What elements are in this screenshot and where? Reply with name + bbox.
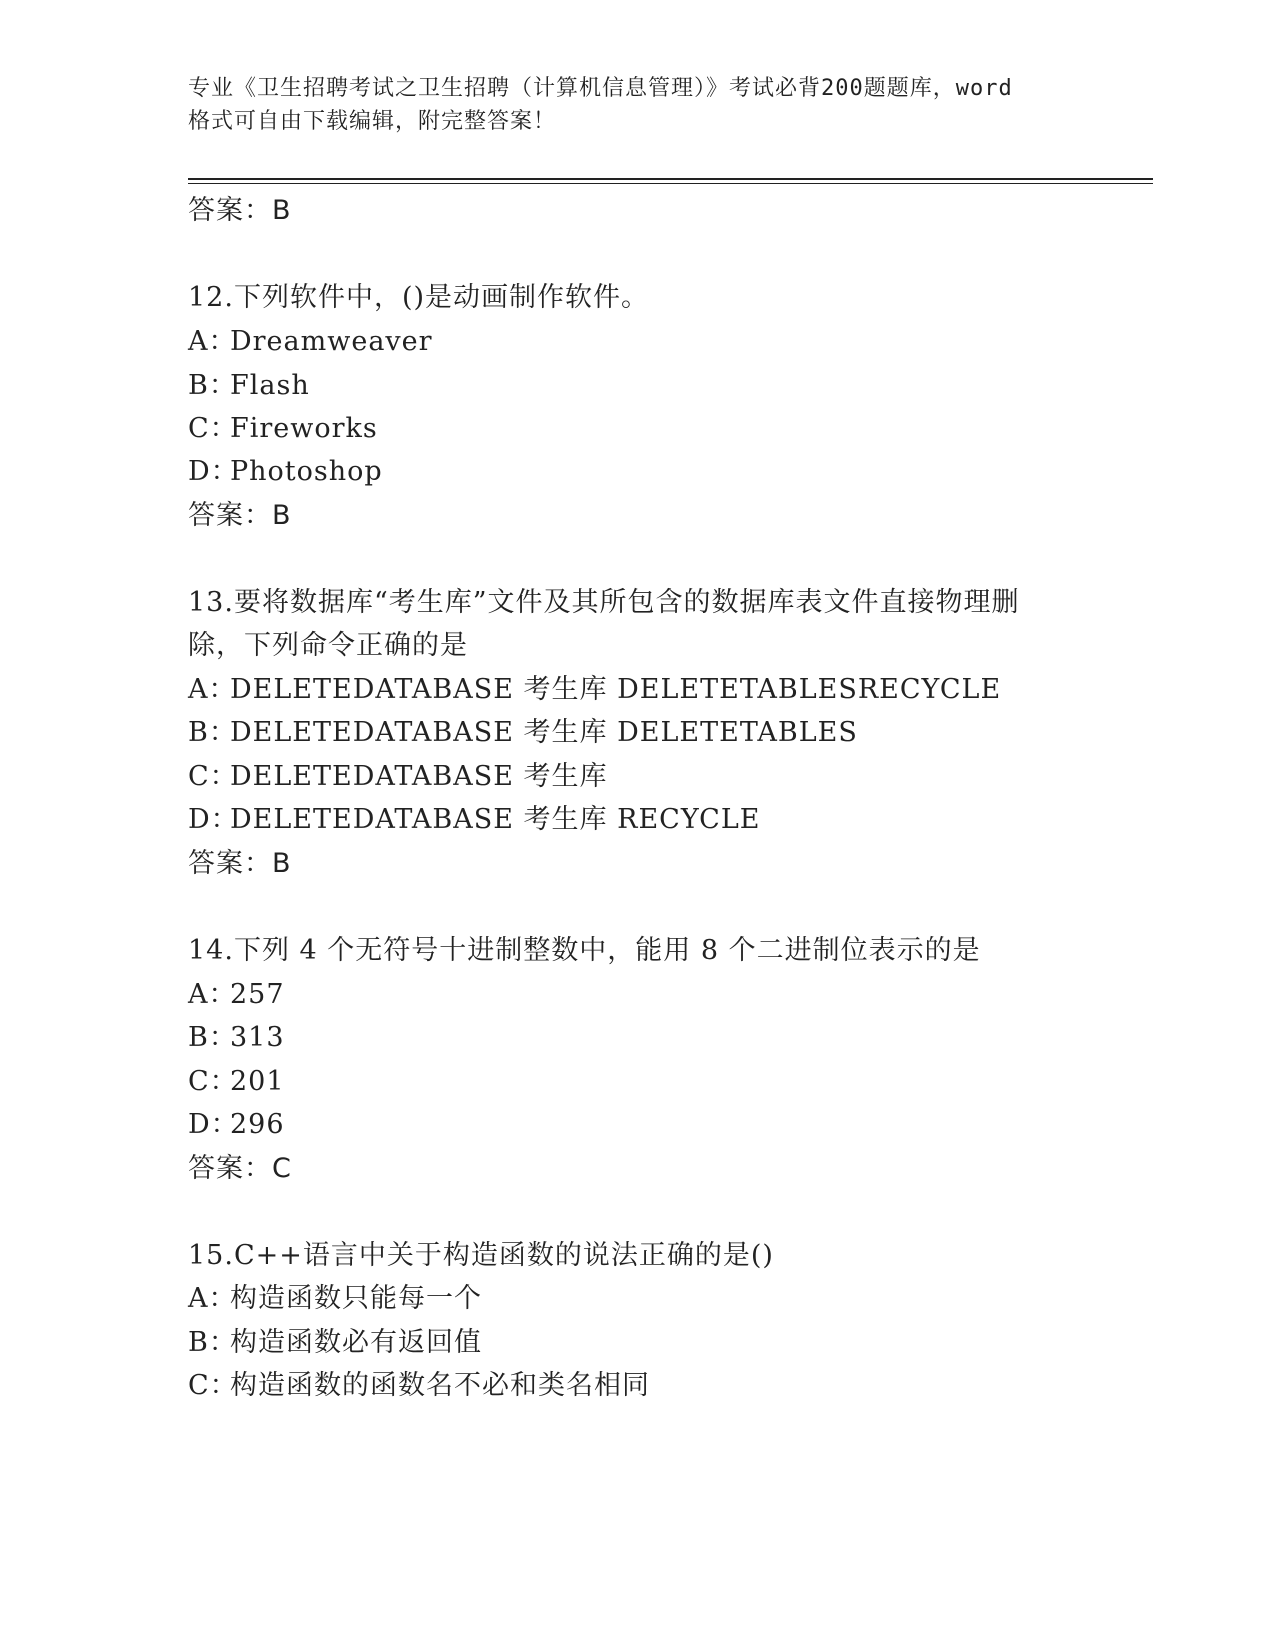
question-12-option-b <box>188 363 310 402</box>
question-13-option-a <box>188 667 1001 706</box>
option-text: 构造函数必有返回值 <box>230 1327 482 1358</box>
option-text: DELETEDATABASE 考生库 DELETETABLESRECYCLE <box>230 674 1002 705</box>
question-13-stem-line-2: 除，下列命令正确的是 <box>188 630 468 661</box>
question-12-stem: 12.下列软件中，()是动画制作软件。 <box>188 282 650 313</box>
option-label: C： <box>188 1370 238 1401</box>
question-14-answer: 答案：C <box>188 1153 292 1184</box>
previous-answer: 答案：B <box>188 195 292 226</box>
question-13-option-d <box>188 797 760 836</box>
option-label: A： <box>188 674 237 705</box>
header-line-1: 专业《卫生招聘考试之卫生招聘（计算机信息管理）》考试必背200题题库，word <box>188 76 1013 101</box>
question-15-option-c <box>188 1363 650 1402</box>
option-label: D： <box>188 1109 239 1140</box>
question-14-option-d <box>188 1102 285 1141</box>
option-text: 201 <box>230 1066 285 1097</box>
option-label: B： <box>188 1022 237 1053</box>
option-text: 构造函数只能每一个 <box>230 1283 482 1314</box>
option-label: C： <box>188 413 238 444</box>
option-label: B： <box>188 1327 237 1358</box>
document-header <box>188 72 1088 138</box>
header-divider-top <box>188 178 1153 180</box>
question-15-option-b <box>188 1320 482 1359</box>
question-13-answer: 答案：B <box>188 848 292 879</box>
question-14-option-c <box>188 1059 285 1098</box>
header-line-2: 格式可自由下载编辑，附完整答案！ <box>188 109 557 134</box>
option-label: B： <box>188 717 237 748</box>
option-text: Photoshop <box>230 456 383 487</box>
option-text: DELETEDATABASE 考生库 <box>230 761 608 792</box>
question-13-stem-line-1: 13.要将数据库“考生库”文件及其所包含的数据库表文件直接物理删 <box>188 587 1020 618</box>
option-label: A： <box>188 979 237 1010</box>
option-label: C： <box>188 761 238 792</box>
option-text: 构造函数的函数名不必和类名相同 <box>230 1370 650 1401</box>
question-14-stem: 14.下列 4 个无符号十进制整数中，能用 8 个二进制位表示的是 <box>188 935 981 966</box>
option-label: B： <box>188 370 237 401</box>
question-12-option-a <box>188 319 433 358</box>
option-text: 313 <box>230 1022 285 1053</box>
option-text: DELETEDATABASE 考生库 RECYCLE <box>230 804 761 835</box>
option-label: C： <box>188 1066 238 1097</box>
question-15-stem: 15.C++语言中关于构造函数的说法正确的是() <box>188 1240 774 1271</box>
question-14-option-a <box>188 972 285 1011</box>
question-14-option-b <box>188 1015 285 1054</box>
question-12-option-d <box>188 449 383 488</box>
option-text: Fireworks <box>230 413 378 444</box>
option-text: DELETEDATABASE 考生库 DELETETABLES <box>230 717 858 748</box>
option-label: A： <box>188 1283 237 1314</box>
question-13-option-b <box>188 710 858 749</box>
option-label: D： <box>188 804 239 835</box>
question-12-option-c <box>188 406 378 445</box>
option-label: A： <box>188 326 237 357</box>
option-text: 257 <box>230 979 285 1010</box>
option-text: 296 <box>230 1109 285 1140</box>
option-text: Dreamweaver <box>230 326 433 357</box>
question-13-option-c <box>188 754 608 793</box>
question-15-option-a <box>188 1276 482 1315</box>
header-divider-bottom <box>188 183 1153 184</box>
option-text: Flash <box>230 370 310 401</box>
option-label: D： <box>188 456 239 487</box>
question-12-answer: 答案：B <box>188 500 292 531</box>
